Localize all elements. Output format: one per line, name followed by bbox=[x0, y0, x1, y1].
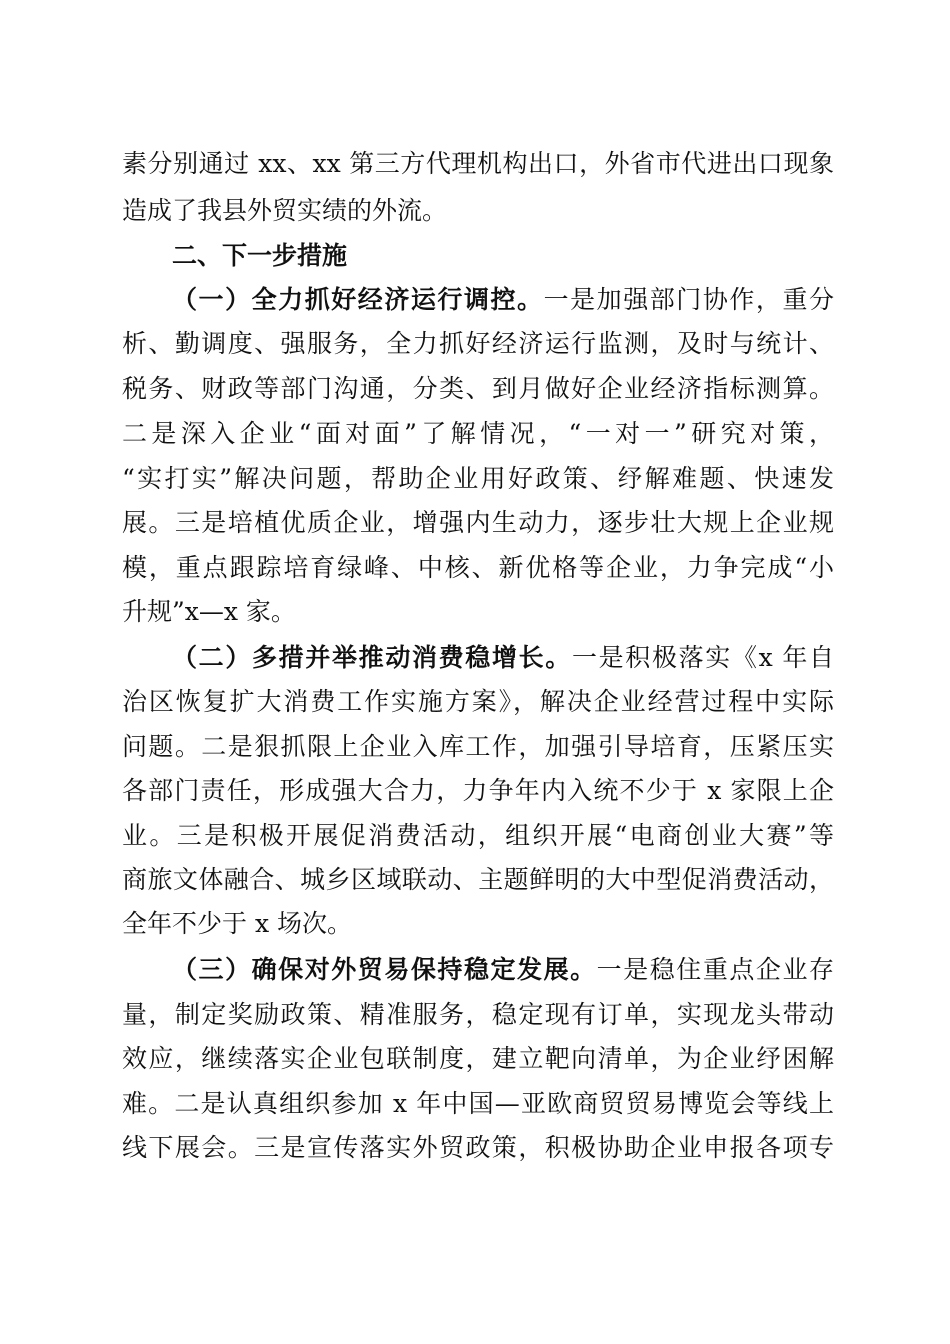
paragraph-line: “实打实”解决问题，帮助企业用好政策、纾解难题、快速发 bbox=[122, 464, 834, 493]
paragraph-line: 线下展会。三是宣传落实外贸政策，积极协助企业申报各项专 bbox=[122, 1133, 834, 1162]
paragraph-line: 问题。二是狠抓限上企业入库工作，加强引导培育，压紧压实 bbox=[122, 732, 834, 761]
paragraph-line: 难。二是认真组织参加 x 年中国—亚欧商贸贸易博览会等线上 bbox=[122, 1089, 834, 1118]
paragraph-line: 业。三是积极开展促消费活动，组织开展“电商创业大赛”等 bbox=[122, 821, 834, 850]
paragraph-line: 各部门责任，形成强大合力，力争年内入统不少于 x 家限上企 bbox=[122, 776, 834, 805]
paragraph-line: 升规”x—x 家。 bbox=[122, 597, 296, 626]
paragraph-text: 一是加强部门协作，重分 bbox=[543, 285, 834, 314]
paragraph-line: 二是深入企业“面对面”了解情况，“一对一”研究对策， bbox=[122, 419, 834, 448]
section-heading: 二、下一步措施 bbox=[172, 241, 348, 270]
paragraph-title: （二）多措并举推动消费稳增长。 bbox=[172, 643, 572, 672]
paragraph-text: 一是稳住重点企业存 bbox=[596, 955, 834, 984]
paragraph-line: 商旅文体融合、城乡区域联动、主题鲜明的大中型促消费活动， bbox=[122, 865, 834, 894]
paragraph-line: 量，制定奖励政策、精准服务，稳定现有订单，实现龙头带动 bbox=[122, 1000, 834, 1029]
paragraph-line: 素分别通过 xx、xx 第三方代理机构出口，外省市代进出口现象 bbox=[122, 149, 834, 178]
paragraph-first-line bbox=[172, 282, 834, 318]
paragraph-line: 效应，继续落实企业包联制度，建立靶向清单，为企业纾困解 bbox=[122, 1044, 834, 1073]
paragraph-line: 造成了我县外贸实绩的外流。 bbox=[122, 196, 448, 225]
paragraph-text: 一是积极落实《x 年自 bbox=[571, 643, 834, 672]
paragraph-title: （一）全力抓好经济运行调控。 bbox=[172, 285, 544, 314]
paragraph-line: 全年不少于 x 场次。 bbox=[122, 909, 352, 938]
paragraph-line: 析、勤调度、强服务，全力抓好经济运行监测，及时与统计、 bbox=[122, 329, 834, 358]
paragraph-first-line bbox=[172, 952, 834, 988]
paragraph-line: 模，重点跟踪培育绿峰、中核、新优格等企业，力争完成“小 bbox=[122, 553, 834, 582]
paragraph-line: 税务、财政等部门沟通，分类、到月做好企业经济指标测算。 bbox=[122, 374, 834, 403]
paragraph-line: 展。三是培植优质企业，增强内生动力，逐步壮大规上企业规 bbox=[122, 508, 834, 537]
paragraph-line: 治区恢复扩大消费工作实施方案》，解决企业经营过程中实际 bbox=[122, 687, 834, 716]
paragraph-first-line bbox=[172, 640, 834, 676]
paragraph-title: （三）确保对外贸易保持稳定发展。 bbox=[172, 955, 597, 984]
